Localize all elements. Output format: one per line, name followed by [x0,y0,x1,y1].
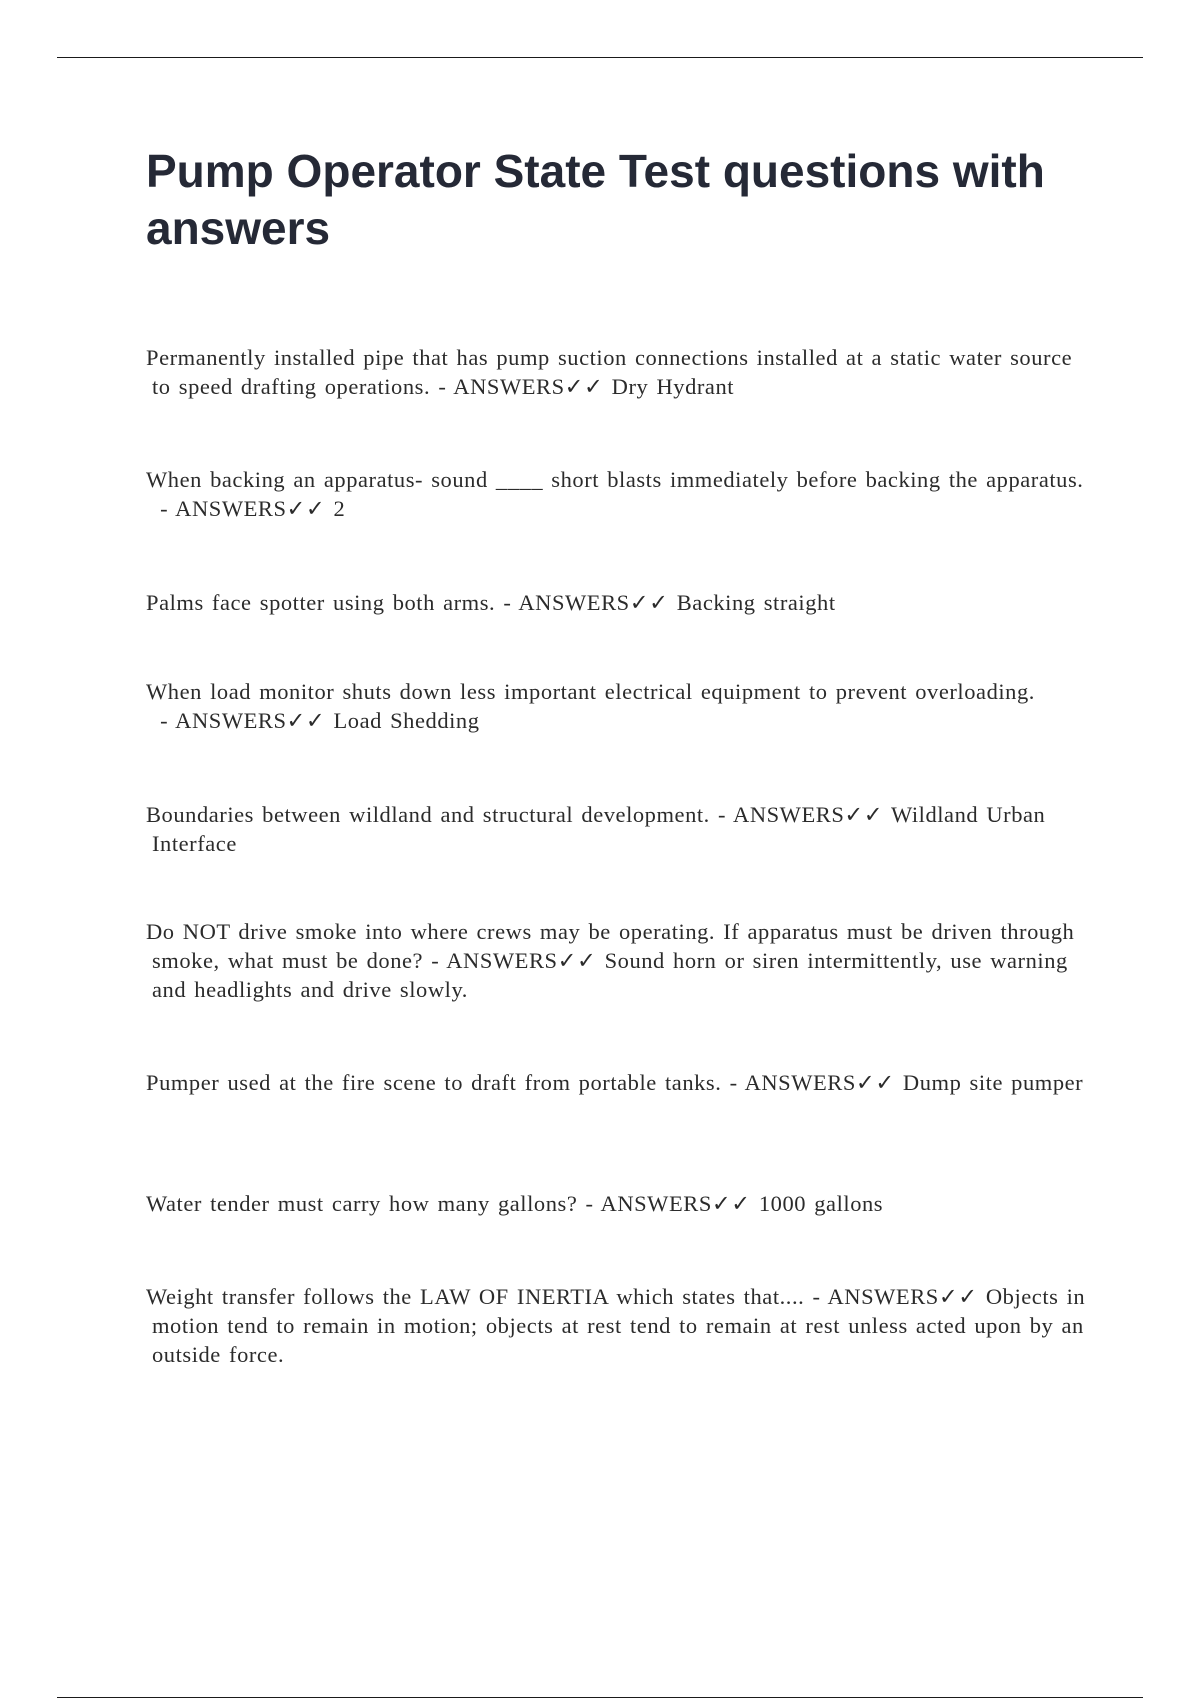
answer-text: 1000 gallons [758,1191,884,1216]
separator: - [423,948,447,973]
page-title: Pump Operator State Test questions with answers [146,145,1045,254]
question-text: Water tender must carry how many gallons? [146,1191,578,1216]
answer-marker: ANSWERS✓✓ [518,590,669,615]
answer-text: Sound horn or siren intermittently, use warning and headlights and drive slowly. [152,948,1068,1002]
answer-marker: ANSWERS✓✓ [175,496,326,521]
question-text: Do NOT drive smoke into where crews may be operating. If apparatus must be driven through smoke, what must be done? [146,919,1075,973]
qa-item [146,588,1087,617]
answer-marker: ANSWERS✓✓ [446,948,597,973]
question-text: When backing an apparatus- sound ____ short blasts immediately before backing the apparatus. [146,467,1084,492]
separator: - [709,802,734,827]
answer-marker: ANSWERS✓✓ [600,1191,751,1216]
qa-item [146,465,1087,523]
separator: - [430,374,454,399]
separator: - [152,496,176,521]
question-text: Palms face spotter using both arms. [146,590,496,615]
answer-marker: ANSWERS✓✓ [827,1284,978,1309]
qa-item [146,677,1087,735]
answer-text: Dump site pumper [902,1070,1084,1095]
answer-marker: ANSWERS✓✓ [733,802,884,827]
bottom-rule [57,1697,1143,1698]
qa-item [146,1282,1087,1369]
question-text: Permanently installed pipe that has pump suction connections installed at a static water source to speed drafting operations. [146,345,1073,399]
answer-text: Wildland Urban Interface [152,802,1046,856]
separator: - [577,1191,601,1216]
question-text: Pumper used at the fire scene to draft from portable tanks. [146,1070,722,1095]
question-text: When load monitor shuts down less important electrical equipment to prevent overloading. [146,679,1035,704]
answer-text: Dry Hydrant [611,374,735,399]
qa-item [146,800,1087,858]
question-text: Boundaries between wildland and structural development. [146,802,710,827]
qa-item [146,1068,1087,1097]
answer-marker: ANSWERS✓✓ [175,708,326,733]
answer-marker: ANSWERS✓✓ [453,374,604,399]
top-rule [57,57,1143,58]
separator: - [495,590,519,615]
separator: - [804,1284,828,1309]
answer-text: Load Shedding [333,708,480,733]
answer-text: 2 [333,496,346,521]
qa-item [146,1189,1087,1218]
qa-item [146,917,1087,1004]
separator: - [152,708,176,733]
answer-marker: ANSWERS✓✓ [744,1070,895,1095]
separator: - [721,1070,745,1095]
answer-text: Backing straight [676,590,836,615]
question-text: Weight transfer follows the LAW OF INERTIA which states that.... [146,1284,805,1309]
answer-text: Objects in motion tend to remain in motion; objects at rest tend to remain at rest unless acted upon by an outside force. [152,1284,1086,1367]
qa-item [146,343,1087,401]
